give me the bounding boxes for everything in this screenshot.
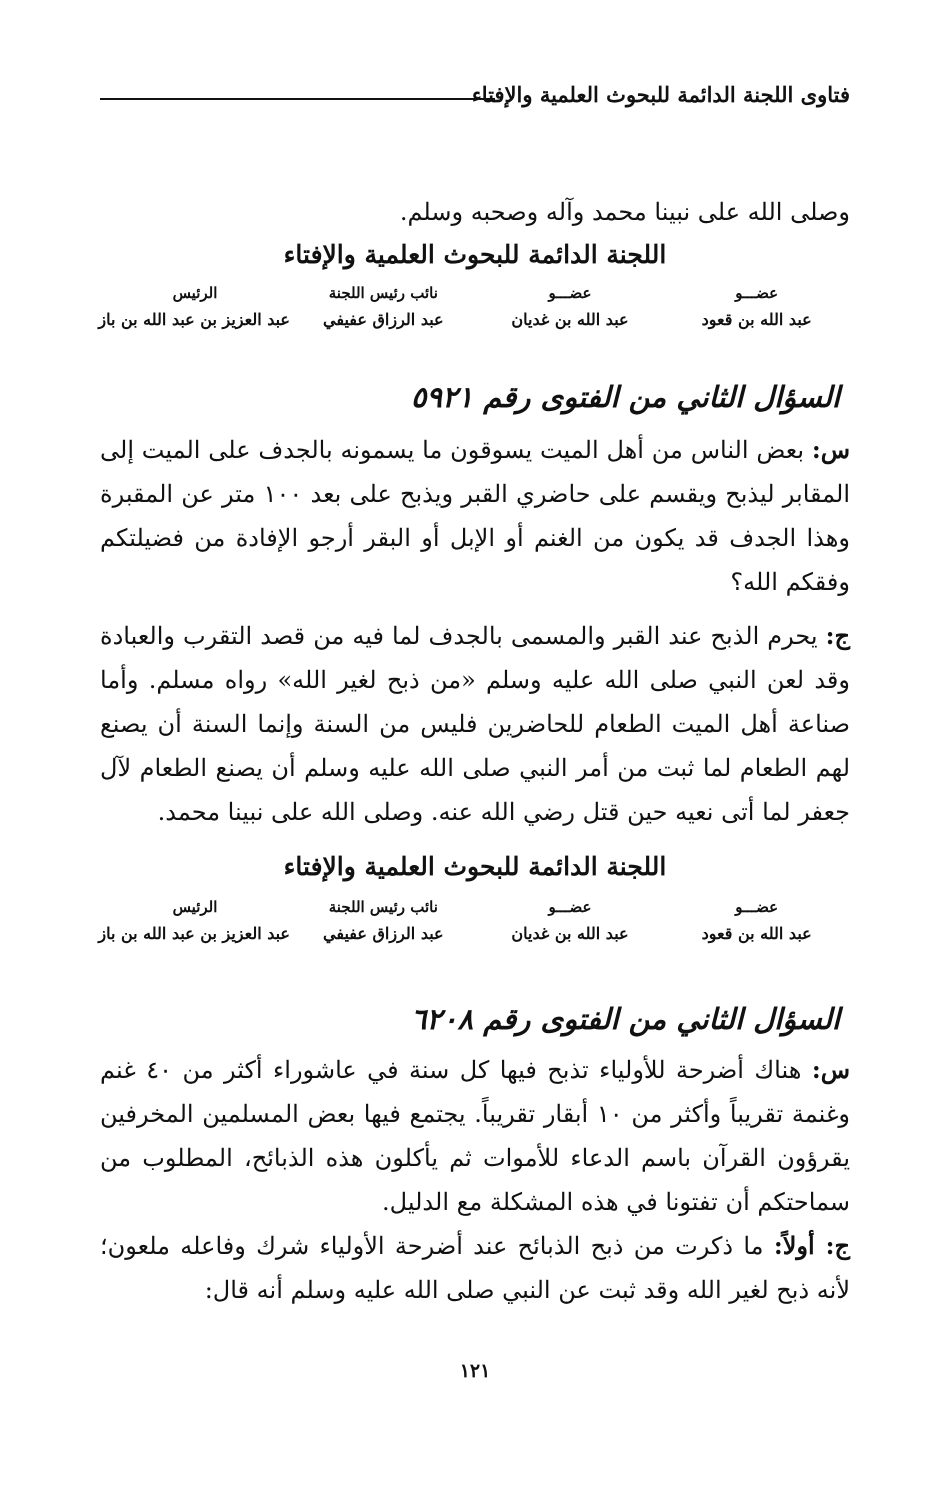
signatory (477, 898, 664, 943)
page-number: ١٢١ (459, 1360, 491, 1382)
signatory-name: عبد الله بن قعود (701, 924, 812, 943)
question-label: س: (811, 435, 850, 464)
signatory (100, 898, 290, 943)
signatory (663, 284, 850, 329)
question-text: هناك أضرحة للأولياء تذبح فيها كل سنة في عاشوراء أكثر من ٤٠ غنم وغنمة تقريباً وأكثر من ١٠ أبقار تقريباً. يجتمع فيها بعض المسلمين المخرفين يقرؤون القرآن باسم الدعاء للأموات ثم يأكلون هذه الذبائح، المطلوب من سماحتكم أن تفتونا في هذه المشكلة مع الدليل. (100, 1056, 851, 1216)
answer-paragraph (100, 614, 850, 834)
signatory-name: عبد الله بن قعود (701, 310, 812, 329)
signatory (100, 284, 290, 329)
question-paragraph (100, 428, 850, 604)
signatory-role: الرئيس (172, 898, 218, 916)
signatory (663, 898, 850, 943)
answer-text: يحرم الذبح عند القبر والمسمى بالجدف لما فيه من قصد التقرب والعبادة وقد لعن النبي صلى الله عليه وسلم «من ذبح لغير الله» رواه مسلم. وأما صناعة أهل الميت الطعام للحاضرين فليس من السنة وإنما السنة أن يصنع لهم الطعام لما ثبت من أمر النبي صلى الله عليه وسلم أن يصنع الطعام لآل جعفر لما أتى نعيه حين قتل رضي الله عنه. وصلى الله على نبينا محمد. (100, 622, 850, 826)
header-rule (100, 98, 495, 100)
fatwa-body (100, 1048, 850, 1312)
signatory-name: عبد العزيز بن عبد الله بن باز (98, 310, 290, 329)
fatwa-body (100, 428, 850, 834)
signatory-name: عبد الرزاق عفيفي (323, 924, 444, 943)
signatory-name: عبد الله بن غديان (511, 310, 629, 329)
answer-label: ج: أولاً: (773, 1231, 850, 1260)
signatory-role: عضـــو (548, 898, 592, 916)
signatures-row (100, 898, 850, 943)
running-header: فتاوى اللجنة الدائمة للبحوث العلمية والإفتاء (471, 82, 850, 107)
closing-text: وصلى الله على نبينا محمد وآله وصحبه وسلم. (399, 198, 850, 226)
question-paragraph (100, 1048, 850, 1224)
answer-text: ما ذكرت من ذبح الذبائح عند أضرحة الأولياء شرك وفاعله ملعون؛ لأنه ذبح لغير الله وقد ثبت عن النبي صلى الله عليه وسلم أنه قال: (100, 1232, 850, 1304)
signatory-role: عضـــو (735, 284, 779, 302)
answer-paragraph (100, 1224, 850, 1312)
closing-block (100, 190, 850, 234)
signatory-name: عبد الرزاق عفيفي (323, 310, 444, 329)
signatory-name: عبد الله بن غديان (511, 924, 629, 943)
question-heading: السؤال الثاني من الفتوى رقم ٦٢٠٨ (410, 1002, 840, 1036)
committee-title: اللجنة الدائمة للبحوث العلمية والإفتاء (283, 852, 667, 881)
signatory-role: عضـــو (735, 898, 779, 916)
committee-title: اللجنة الدائمة للبحوث العلمية والإفتاء (283, 240, 667, 269)
signatory-role: الرئيس (172, 284, 218, 302)
question-label: س: (811, 1055, 851, 1084)
signatory (290, 284, 477, 329)
signatory-role: نائب رئيس اللجنة (328, 898, 438, 916)
question-text: بعض الناس من أهل الميت يسوقون ما يسمونه بالجدف على الميت إلى المقابر ليذبح ويقسم على حاضري القبر ويذبح على بعد ١٠٠ متر عن المقبرة وهذا الجدف قد يكون من الغنم أو الإبل أو البقر أرجو الإفادة من فضيلتكم وفقكم الله؟ (100, 436, 850, 596)
answer-label: ج: (825, 621, 851, 650)
signatory (290, 898, 477, 943)
signatory (477, 284, 664, 329)
signatory-role: عضـــو (548, 284, 592, 302)
signatory-role: نائب رئيس اللجنة (328, 284, 438, 302)
question-heading: السؤال الثاني من الفتوى رقم ٥٩٢١ (410, 380, 840, 414)
signatures-row (100, 284, 850, 329)
signatory-name: عبد العزيز بن عبد الله بن باز (98, 924, 290, 943)
